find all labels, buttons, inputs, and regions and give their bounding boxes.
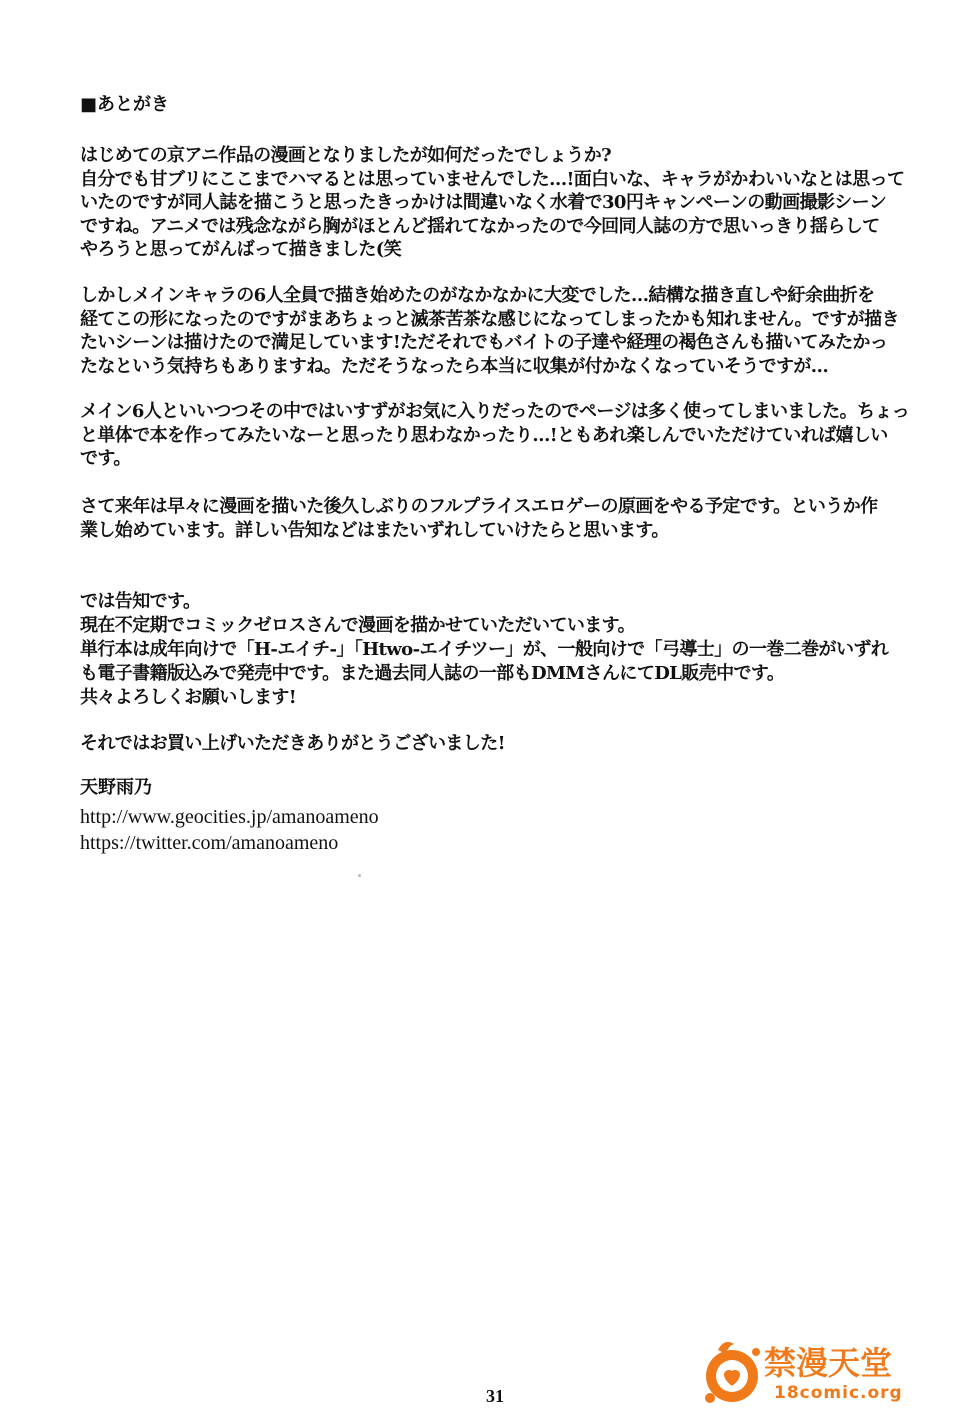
text-line: さて来年は早々に漫画を描いた後久しぶりのフルプライスエロゲーの原画をやる予定です。というか作 xyxy=(80,496,878,517)
paragraph-1 xyxy=(80,144,940,262)
text-line: も電子書籍版込みで発売中です。また過去同人誌の一部もDMMさんにてDL販売中です。 xyxy=(80,663,785,684)
text-line: それではお買い上げいただきありがとうございました! xyxy=(80,733,505,754)
text-line: ですね。アニメでは残念ながら胸がほとんど揺れてなかったので今回同人誌の方で思いっきり揺らして xyxy=(80,215,880,237)
notice-block xyxy=(80,590,940,710)
text-line: しかしメインキャラの6人全員で描き始めたのがなかなかに大変でした…結構な描き直しや紆余曲折を xyxy=(80,285,875,306)
watermark-url: 18comic.org xyxy=(774,1383,903,1403)
text-line: 自分でも甘ブリにここまでハマるとは思っていませんでした…!面白いな、キャラがかわいいなとは思って xyxy=(80,168,905,190)
website-link[interactable]: http://www.geocities.jp/amanoameno xyxy=(80,806,379,828)
paragraph-2 xyxy=(80,284,940,378)
text-line: です。 xyxy=(80,448,131,469)
author-name: 天野雨乃 xyxy=(80,777,152,798)
text-line: メイン6人といいつつその中ではいすずがお気に入りだったのでページは多く使ってしまいました。ちょっ xyxy=(80,401,910,422)
text-line: 現在不定期でコミックゼロスさんで漫画を描かせていただいています。 xyxy=(80,615,635,636)
text-line: では告知です。 xyxy=(80,591,201,612)
closing-line xyxy=(80,732,940,756)
twitter-link[interactable]: https://twitter.com/amanoameno xyxy=(80,832,339,854)
text-line: いたのですが同人誌を描こうと思ったきっかけは間違いなく水着で30円キャンペーンの動画撮影シーン xyxy=(80,192,887,213)
text-line: たいシーンは描けたので満足しています!ただそれでもバイトの子達や経理の褐色さんも描いてみたかっ xyxy=(80,332,888,353)
text-line: 共々よろしくお願いします! xyxy=(80,687,297,708)
author-links xyxy=(80,804,379,856)
paragraph-4 xyxy=(80,495,940,542)
watermark-logo xyxy=(696,1336,920,1406)
text-line: 経てこの形になったのですがまあちょっと滅茶苦茶な感じになってしまったかも知れません。ですが描き xyxy=(80,308,899,330)
watermark-title: 禁漫天堂 xyxy=(764,1344,893,1382)
text-line: やろうと思ってがんばって描きました(笑 xyxy=(80,239,402,260)
text-line: と単体で本を作ってみたいなーと思ったり思わなかったり…!ともあれ楽しんでいただけていれば嬉しい xyxy=(80,424,888,446)
text-line: はじめての京アニ作品の漫画となりましたが如何だったでしょうか? xyxy=(80,145,612,166)
text-line: たなという気持ちもありますね。ただそうなったら本当に収集が付かなくなっていそうですが… xyxy=(80,355,829,377)
scan-speck xyxy=(358,874,361,877)
text-line: 業し始めています。詳しい告知などはまたいずれしていけたらと思います。 xyxy=(80,519,669,541)
page-number: 31 xyxy=(486,1386,504,1406)
paragraph-3 xyxy=(80,400,940,471)
text-line: 単行本は成年向けで「H-エイチ-」「Htwo-エイチツー」が、一般向けで「弓導士」の一巻二巻がいずれ xyxy=(80,639,889,660)
mascot-icon xyxy=(705,1342,760,1403)
afterword-heading: ■あとがき xyxy=(80,94,170,115)
